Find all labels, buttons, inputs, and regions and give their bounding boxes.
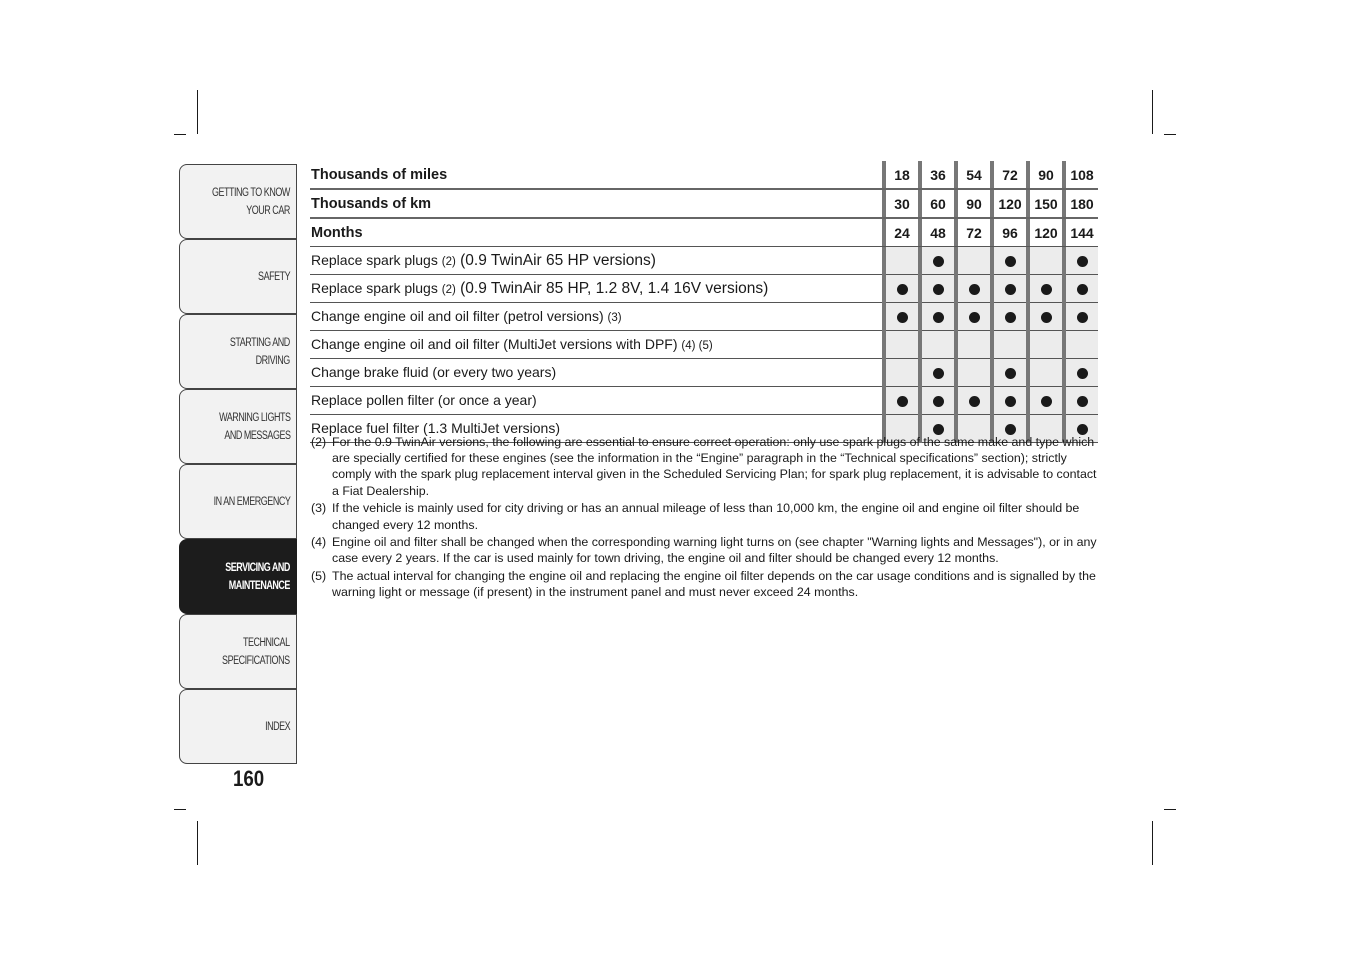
tab-label: INDEX	[264, 720, 290, 733]
operation-text: Change brake fluid (or every two years)	[311, 363, 557, 380]
table-row	[310, 359, 1098, 387]
operation-label	[310, 303, 882, 331]
interval-value: 18	[886, 161, 918, 189]
crop-mark	[197, 821, 198, 865]
schedule-cell	[958, 387, 990, 415]
operation-label	[310, 359, 882, 387]
tab-getting-to-know[interactable]	[179, 164, 297, 239]
tab-starting-driving[interactable]	[179, 314, 297, 389]
scheduled-dot-icon	[969, 284, 980, 295]
scheduled-dot-icon	[897, 284, 908, 295]
operation-text: Replace pollen filter (or once a year)	[311, 391, 537, 408]
scheduled-dot-icon	[1077, 368, 1088, 379]
operation-variant: (0.9 TwinAir 65 HP versions)	[455, 251, 656, 269]
tab-label: GETTING TO KNOW YOUR CAR	[212, 186, 290, 217]
scheduled-dot-icon	[1005, 368, 1016, 379]
scheduled-dot-icon	[1077, 256, 1088, 267]
tab-label: STARTING AND DRIVING	[230, 336, 290, 367]
schedule-cell	[1030, 331, 1062, 359]
footnotes	[311, 434, 1101, 602]
schedule-cell	[886, 303, 918, 331]
scheduled-dot-icon	[1041, 312, 1052, 323]
operation-text: Change engine oil and oil filter (petrol versions)	[311, 307, 608, 324]
interval-value: 90	[1030, 161, 1062, 189]
crop-mark	[197, 90, 198, 134]
interval-value: 24	[886, 218, 918, 247]
schedule-cell	[886, 331, 918, 359]
schedule-cell	[886, 247, 918, 275]
schedule-cell	[922, 387, 954, 415]
schedule-cell	[922, 331, 954, 359]
interval-value: 90	[958, 189, 990, 218]
interval-value: 30	[886, 189, 918, 218]
scheduled-dot-icon	[969, 396, 980, 407]
schedule-cell	[1030, 359, 1062, 387]
scheduled-dot-icon	[897, 396, 908, 407]
footnote	[311, 534, 1101, 566]
operation-text: Replace spark plugs	[311, 279, 442, 296]
interval-value: 48	[922, 218, 954, 247]
schedule-cell	[994, 303, 1026, 331]
table-row	[310, 303, 1098, 331]
crop-mark	[1164, 134, 1176, 135]
schedule-cell	[1066, 275, 1098, 303]
schedule-cell	[1030, 275, 1062, 303]
header-row	[310, 218, 1098, 247]
table-row	[310, 387, 1098, 415]
operation-text: Replace fuel filter (1.3 MultiJet versions)	[311, 419, 560, 436]
scheduled-dot-icon	[933, 368, 944, 379]
footnote	[311, 500, 1101, 532]
crop-mark	[174, 134, 186, 135]
service-schedule-table	[310, 161, 1098, 443]
operation-text: Change engine oil and oil filter (MultiJet versions with DPF)	[311, 335, 682, 352]
crop-mark	[1152, 90, 1153, 134]
footnote-text: Engine oil and filter shall be changed when the corresponding warning light turns on (see chapter "Warning lights and Messages"), or in any case every 2 years. If the car is used mainly for town driving, the engine oil and filter should be changed every 12 months.	[332, 535, 1097, 566]
operation-variant: (0.9 TwinAir 85 HP, 1.2 8V, 1.4 16V versions)	[455, 279, 769, 297]
schedule-cell	[886, 275, 918, 303]
chapter-tabs	[179, 164, 297, 764]
table-row	[310, 275, 1098, 303]
schedule-cell	[958, 303, 990, 331]
tab-label: IN AN EMERGENCY	[213, 495, 290, 508]
header-label: Thousands of miles	[310, 161, 882, 189]
scheduled-dot-icon	[933, 312, 944, 323]
interval-value: 144	[1066, 218, 1098, 247]
crop-mark	[174, 809, 186, 810]
scheduled-dot-icon	[1041, 396, 1052, 407]
interval-value: 72	[958, 218, 990, 247]
schedule-cell	[958, 331, 990, 359]
tab-label: SAFETY	[257, 270, 290, 283]
schedule-cell	[886, 387, 918, 415]
schedule-cell	[922, 303, 954, 331]
scheduled-dot-icon	[1077, 312, 1088, 323]
scheduled-dot-icon	[1005, 284, 1016, 295]
tab-warning-lights[interactable]	[179, 389, 297, 464]
tab-technical-specifications[interactable]	[179, 614, 297, 689]
interval-value: 120	[1030, 218, 1062, 247]
schedule-cell	[922, 275, 954, 303]
tab-servicing-maintenance[interactable]	[179, 539, 297, 614]
schedule-cell	[994, 331, 1026, 359]
crop-mark	[1152, 821, 1153, 865]
schedule-cell	[922, 359, 954, 387]
scheduled-dot-icon	[933, 284, 944, 295]
schedule-cell	[958, 359, 990, 387]
tab-label: SERVICING AND MAINTENANCE	[225, 561, 290, 592]
tab-safety[interactable]	[179, 239, 297, 314]
scheduled-dot-icon	[1077, 284, 1088, 295]
header-label: Months	[310, 218, 882, 247]
table-row	[310, 247, 1098, 275]
schedule-cell	[958, 275, 990, 303]
tab-emergency[interactable]	[179, 464, 297, 539]
schedule-cell	[886, 359, 918, 387]
footnote-ref: (4) (5)	[681, 339, 713, 352]
operation-label	[310, 331, 882, 359]
footnote-marker: (5)	[311, 569, 327, 584]
operation-label	[310, 247, 882, 275]
footnote-text: For the 0.9 TwinAir versions, the following are essential to ensure correct operation: only use spark plugs of the same make and type which are specially certified for these engines (see the information in the “Engine” paragraph in the “Technical specifications” section); strictly comply with the spark plug replacement interval given in the Scheduled Servicing Plan; for spark plug replacement, it is advisable to contact a Fiat Dealership.	[332, 435, 1097, 498]
interval-value: 60	[922, 189, 954, 218]
footnote-marker: (4)	[311, 535, 327, 550]
operation-label	[310, 275, 882, 303]
schedule-cell	[994, 247, 1026, 275]
interval-value: 120	[994, 189, 1026, 218]
scheduled-dot-icon	[933, 396, 944, 407]
footnote-ref: (2)	[441, 255, 456, 268]
schedule-cell	[1030, 247, 1062, 275]
page-number: 160	[233, 766, 265, 791]
header-row	[310, 189, 1098, 218]
scheduled-dot-icon	[969, 312, 980, 323]
interval-value: 54	[958, 161, 990, 189]
scheduled-dot-icon	[1077, 396, 1088, 407]
tab-index[interactable]	[179, 689, 297, 764]
tab-label: TECHNICAL SPECIFICATIONS	[222, 636, 290, 667]
scheduled-dot-icon	[897, 312, 908, 323]
interval-value: 108	[1066, 161, 1098, 189]
interval-value: 96	[994, 218, 1026, 247]
interval-value: 180	[1066, 189, 1098, 218]
footnote-text: The actual interval for changing the engine oil and replacing the engine oil filter depends on the car usage conditions and is signalled by the warning light or message (if present) in the instrument panel and must never exceed 24 months.	[332, 569, 1096, 600]
schedule-cell	[1030, 387, 1062, 415]
schedule-cell	[1030, 303, 1062, 331]
schedule-cell	[994, 387, 1026, 415]
scheduled-dot-icon	[1041, 284, 1052, 295]
footnote	[311, 434, 1101, 499]
scheduled-dot-icon	[1005, 312, 1016, 323]
schedule-cell	[1066, 359, 1098, 387]
footnote-marker: (3)	[311, 501, 327, 516]
schedule-cell	[922, 247, 954, 275]
scheduled-dot-icon	[933, 256, 944, 267]
footnote-marker: (2)	[311, 435, 327, 449]
footnote-text: If the vehicle is mainly used for city driving or has an annual mileage of less than 10,000 km, the engine oil and engine oil filter should be changed every 12 months.	[332, 501, 1080, 532]
schedule-cell	[1066, 303, 1098, 331]
table-row	[310, 331, 1098, 359]
schedule-cell	[994, 275, 1026, 303]
operation-text: Replace spark plugs	[311, 251, 442, 268]
footnote	[311, 568, 1101, 600]
schedule-cell	[994, 359, 1026, 387]
operation-label	[310, 387, 882, 415]
schedule-cell	[1066, 331, 1098, 359]
interval-value: 72	[994, 161, 1026, 189]
footnote-ref: (3)	[607, 311, 622, 324]
interval-value: 36	[922, 161, 954, 189]
schedule-cell	[958, 247, 990, 275]
scheduled-dot-icon	[1005, 396, 1016, 407]
scheduled-dot-icon	[1005, 256, 1016, 267]
schedule-cell	[1066, 247, 1098, 275]
interval-value: 150	[1030, 189, 1062, 218]
footnote-ref: (2)	[441, 283, 456, 296]
tab-label: WARNING LIGHTS AND MESSAGES	[218, 411, 290, 442]
header-label: Thousands of km	[310, 189, 882, 218]
schedule-cell	[1066, 387, 1098, 415]
header-row	[310, 161, 1098, 189]
crop-mark	[1164, 809, 1176, 810]
